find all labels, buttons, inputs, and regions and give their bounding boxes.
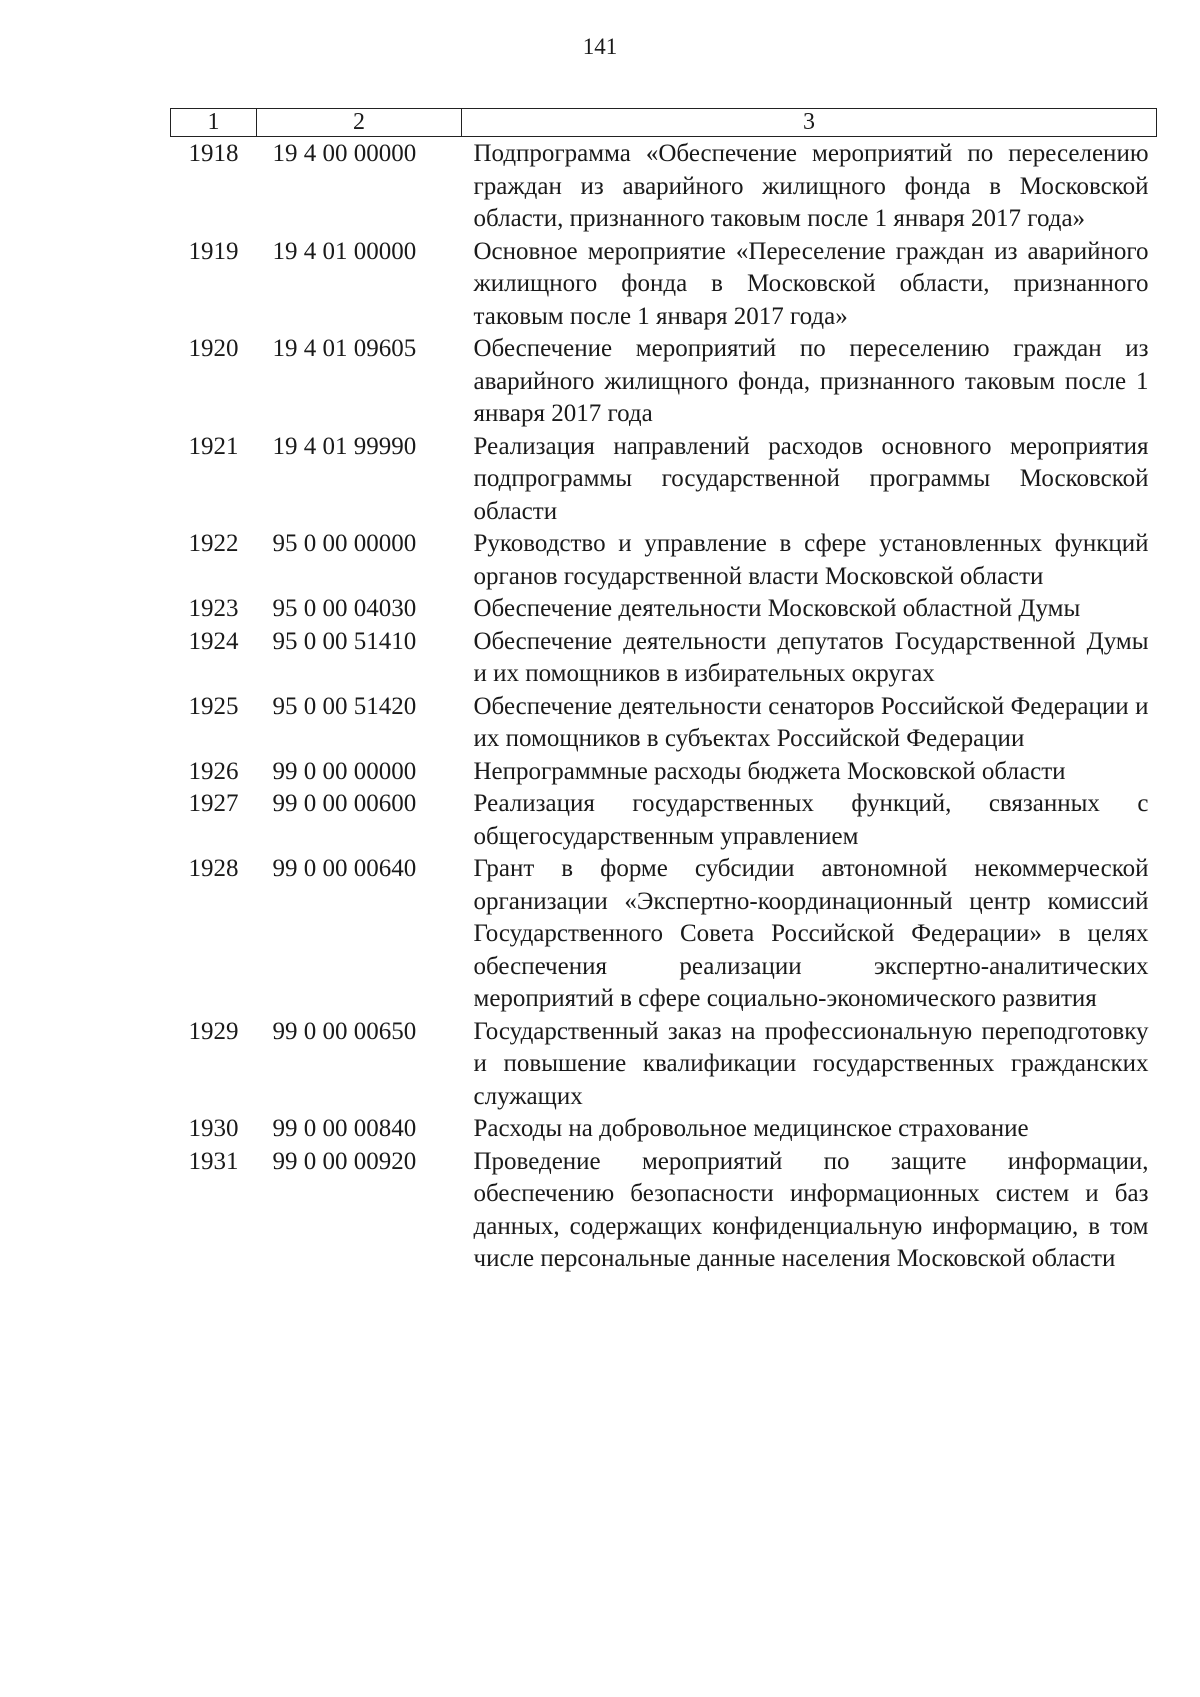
row-code: 99 0 00 00920 — [272, 1147, 417, 1175]
row-description: Обеспечение мероприятий по переселению граждан из аварийного жилищного фонда, признанного таковым после 1 января 2017 года — [473, 335, 1149, 427]
row-description: Непрограммные расходы бюджета Московской области — [473, 757, 1066, 785]
row-code: 99 0 00 00000 — [272, 757, 417, 785]
row-code: 99 0 00 00840 — [272, 1115, 417, 1142]
row-description: Обеспечение деятельности депутатов Государственной Думы и их помощников в избирательных округах — [473, 627, 1149, 687]
row-description: Расходы на добровольное медицинское страхование — [473, 1115, 1029, 1142]
row-code: 95 0 00 51420 — [272, 692, 417, 720]
table-row — [171, 1146, 1157, 1276]
row-number: 1921 — [188, 432, 239, 460]
row-description: Основное мероприятие «Переселение граждан из аварийного жилищного фонда в Московской области, признанного таковым после 1 января 2017 года» — [473, 237, 1149, 330]
table-row — [171, 788, 1157, 853]
table-row — [171, 853, 1157, 1016]
table-row — [171, 137, 1157, 236]
table-row — [171, 431, 1157, 529]
header-row — [171, 109, 1157, 137]
header-col-1: 1 — [171, 109, 257, 137]
row-number: 1926 — [188, 757, 239, 785]
row-description: Грант в форме субсидии автономной некоммерческой организации «Экспертно-координационный центр комиссий Государственного Совета Российской Федерации» в целях обеспечения реализации экспертно-аналитических мероприятий в сфере социально-экономического развития — [473, 855, 1149, 1012]
table-row — [171, 1113, 1157, 1146]
row-code: 19 4 01 00000 — [272, 237, 417, 265]
row-number: 1924 — [188, 627, 239, 655]
table-row — [171, 756, 1157, 789]
table-row — [171, 1016, 1157, 1114]
row-code: 95 0 00 51410 — [272, 627, 417, 655]
row-description: Реализация государственных функций, связанных с общегосударственным управлением — [473, 790, 1149, 850]
row-number: 1929 — [188, 1017, 239, 1045]
row-number: 1923 — [188, 595, 239, 622]
row-code: 19 4 01 99990 — [272, 432, 417, 460]
row-description: Обеспечение деятельности сенаторов Российской Федерации и их помощников в субъектах Российской Федерации — [473, 692, 1149, 752]
budget-classification-table — [170, 108, 1157, 1276]
table-row — [171, 626, 1157, 691]
table-row — [171, 236, 1157, 334]
row-number: 1928 — [188, 855, 239, 882]
table-row — [171, 691, 1157, 756]
row-number: 1919 — [188, 237, 239, 265]
page-number: 141 — [582, 34, 618, 59]
header-col-3: 3 — [462, 109, 1157, 137]
row-description: Подпрограмма «Обеспечение мероприятий по переселению граждан из аварийного жилищного фонда в Московской области, признанного таковым после 1 января 2017 года» — [473, 140, 1149, 232]
row-number: 1920 — [188, 335, 239, 362]
table-body — [171, 137, 1157, 1276]
header-col-2: 2 — [257, 109, 462, 137]
row-description: Реализация направлений расходов основного мероприятия подпрограммы государственной программы Московской области — [473, 432, 1149, 525]
row-code: 95 0 00 04030 — [272, 595, 417, 622]
row-number: 1930 — [188, 1115, 239, 1142]
table-row — [171, 528, 1157, 593]
row-description: Проведение мероприятий по защите информации, обеспечению безопасности информационных систем и баз данных, содержащих конфиденциальную информацию, в том числе персональные данные населения Московской области — [473, 1147, 1149, 1272]
row-description: Обеспечение деятельности Московской областной Думы — [473, 595, 1081, 622]
row-number: 1918 — [188, 140, 239, 167]
row-description: Государственный заказ на профессиональную переподготовку и повышение квалификации государственных гражданских служащих — [473, 1017, 1149, 1110]
row-code: 95 0 00 00000 — [272, 530, 417, 557]
table-row — [171, 333, 1157, 431]
table-header — [171, 109, 1157, 137]
row-number: 1925 — [188, 692, 239, 720]
table-row — [171, 593, 1157, 626]
row-code: 99 0 00 00640 — [272, 855, 417, 882]
row-description: Руководство и управление в сфере установленных функций органов государственной власти Московской области — [473, 530, 1149, 590]
row-code: 99 0 00 00650 — [272, 1017, 417, 1045]
row-number: 1931 — [188, 1147, 239, 1175]
row-number: 1927 — [188, 790, 239, 817]
row-code: 99 0 00 00600 — [272, 790, 417, 817]
row-code: 19 4 00 00000 — [272, 140, 417, 167]
row-number: 1922 — [188, 530, 239, 557]
row-code: 19 4 01 09605 — [272, 335, 417, 362]
